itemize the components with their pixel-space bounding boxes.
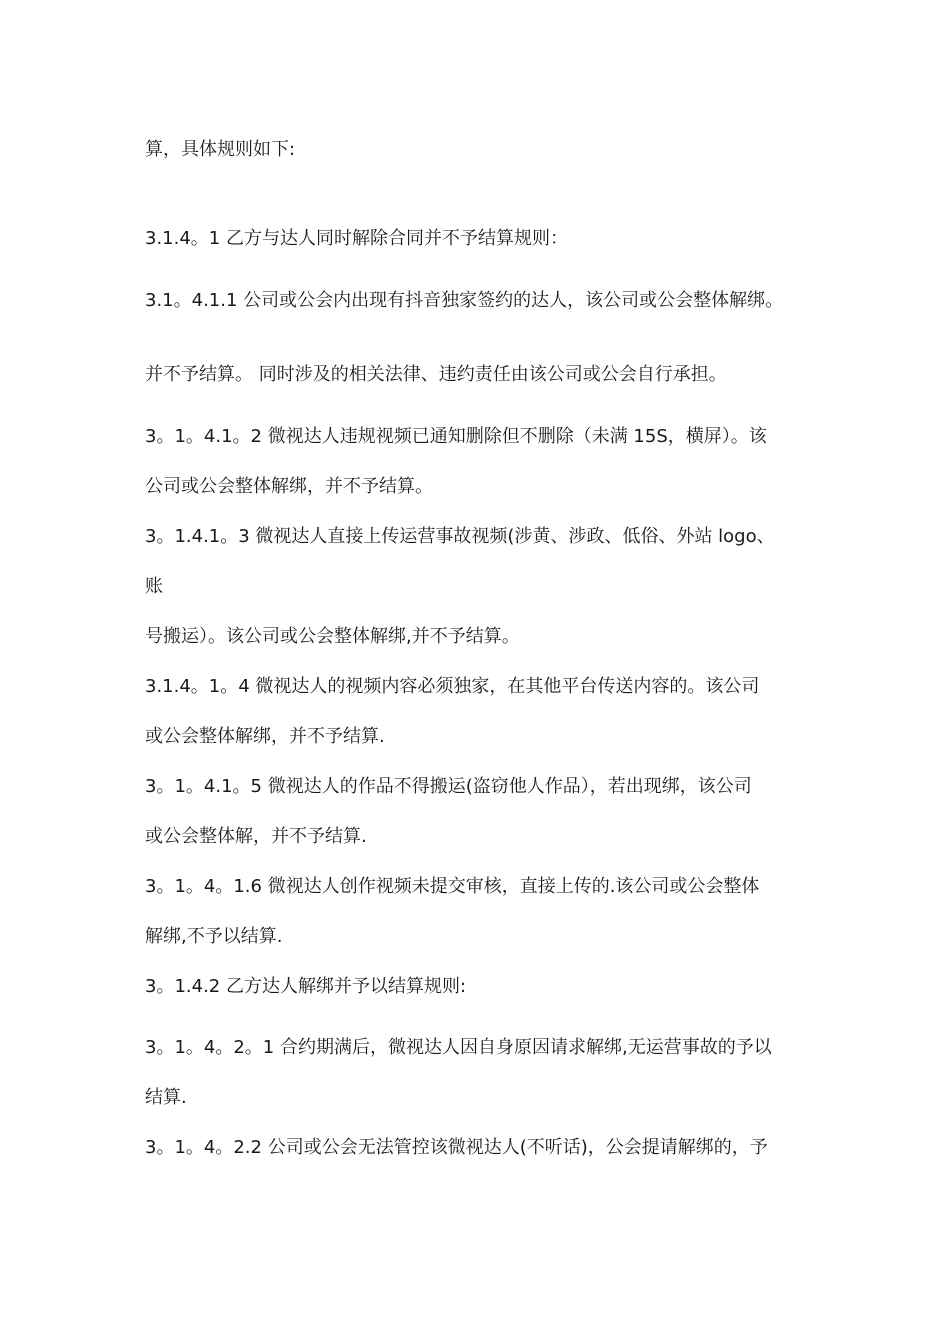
text-line-10: 3.1.4。1。4 微视达人的视频内容必须独家，在其他平台传送内容的。该公司 [145,676,760,697]
text-line-16: 3。1.4.2 乙方达人解绑并予以结算规则: [145,976,467,997]
text-line-13: 或公会整体解，并不予结算. [145,826,367,847]
text-line-2: 3.1.4。1 乙方与达人同时解除合同并不予结算规则： [145,228,568,249]
text-line-1: 算，具体规则如下: [145,139,296,160]
text-line-9: 号搬运）。该公司或公会整体解绑,并不予结算。 [145,626,520,647]
text-line-14: 3。1。4。1.6 微视达人创作视频未提交审核，直接上传的.该公司或公会整体 [145,876,760,897]
text-line-4: 并不予结算。 同时涉及的相关法律、违约责任由该公司或公会自行承担。 [145,364,727,385]
text-line-19: 3。1。4。2.2 公司或公会无法管控该微视达人(不听话)，公会提请解绑的，予 [145,1137,768,1158]
text-line-15: 解绑,不予以结算. [145,926,283,947]
text-line-8: 账 [145,576,163,597]
text-line-17: 3。1。4。2。1 合约期满后，微视达人因自身原因请求解绑,无运营事故的予以 [145,1037,772,1058]
text-line-18: 结算. [145,1087,187,1108]
text-line-11: 或公会整体解绑，并不予结算. [145,726,385,747]
text-line-7: 3。1.4.1。3 微视达人直接上传运营事故视频(涉黄、涉政、低俗、外站 logo、 [145,526,775,547]
text-line-3: 3.1。4.1.1 公司或公会内出现有抖音独家签约的达人，该公司或公会整体解绑。 [145,290,784,311]
text-line-5: 3。1。4.1。2 微视达人违规视频已通知删除但不删除（未满 15S，横屏）。该 [145,426,767,447]
text-line-6: 公司或公会整体解绑，并不予结算。 [145,476,433,497]
text-line-12: 3。1。4.1。5 微视达人的作品不得搬运(盗窃他人作品），若出现绑，该公司 [145,776,752,797]
